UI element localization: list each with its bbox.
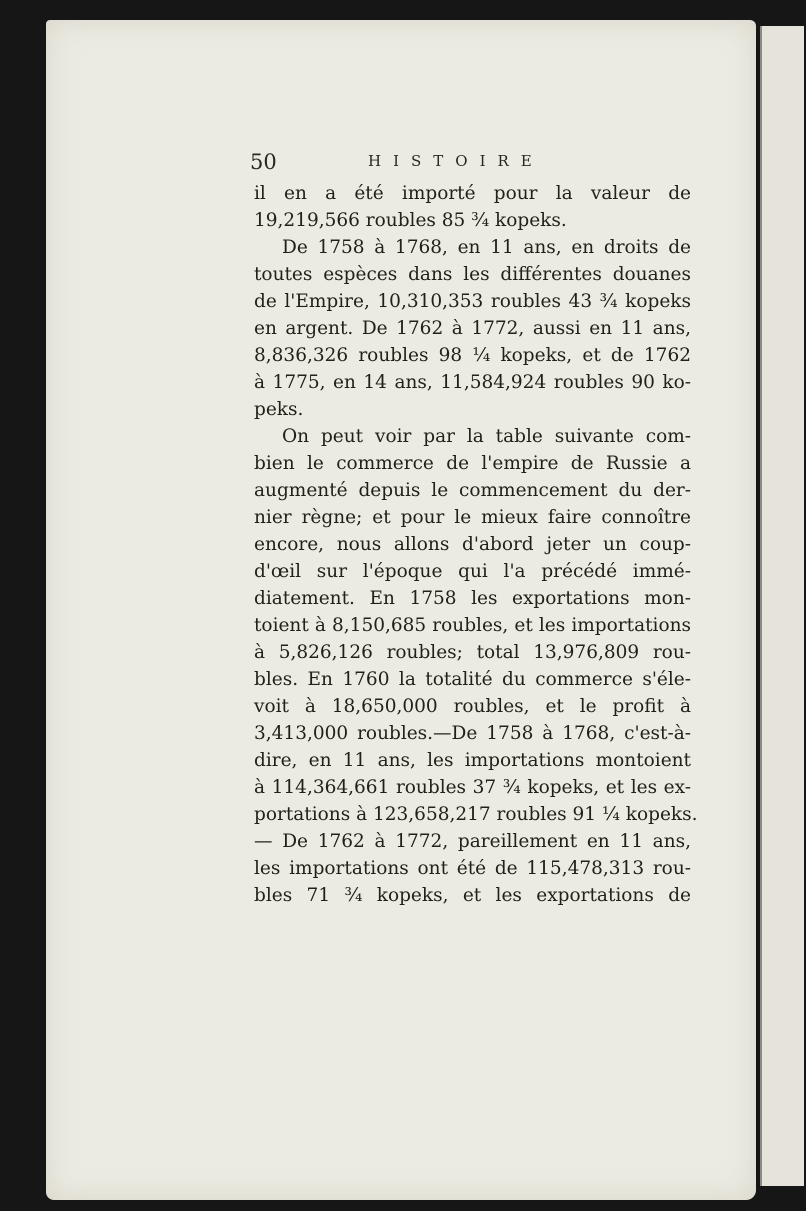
text-line: On peut voir par la table suivante com- [282, 426, 691, 447]
text-line: augmenté depuis le commencement du der- [254, 480, 691, 501]
text-line: à 5,826,126 roubles; total 13,976,809 rou- [254, 642, 691, 663]
text-line: encore, nous allons d'abord jeter un coup- [254, 534, 691, 555]
text-line: il en a été importé pour la valeur de [254, 183, 691, 204]
text-line: 3,413,000 roubles.—De 1758 à 1768, c'est-à- [254, 723, 691, 744]
text-line: voit à 18,650,000 roubles, et le profit à [254, 696, 691, 717]
next-page-edge [760, 26, 804, 1186]
text-line: toient à 8,150,685 roubles, et les importations [254, 615, 691, 636]
text-line: à 114,364,661 roubles 37 ¾ kopeks, et les ex- [254, 777, 691, 798]
text-line: — De 1762 à 1772, pareillement en 11 ans, [254, 831, 691, 852]
text-line: diatement. En 1758 les exportations mon- [254, 588, 691, 609]
body-text [254, 180, 698, 909]
text-line: bles. En 1760 la totalité du commerce s'éle- [254, 669, 691, 690]
text-line: nier règne; et pour le mieux faire connoître [254, 507, 691, 528]
text-line: en argent. De 1762 à 1772, aussi en 11 ans, [254, 318, 691, 339]
text-line: toutes espèces dans les différentes douanes [254, 264, 691, 285]
text-line: 19,219,566 roubles 85 ¾ kopeks. [254, 210, 567, 231]
text-line: 8,836,326 roubles 98 ¼ kopeks, et de 1762 [254, 345, 691, 366]
text-line: bien le commerce de l'empire de Russie a [254, 453, 691, 474]
running-title: HISTOIRE [368, 152, 544, 170]
page-header [250, 150, 690, 176]
text-line: portations à 123,658,217 roubles 91 ¼ kopeks. [254, 804, 698, 825]
text-line: bles 71 ¾ kopeks, et les exportations de [254, 885, 691, 906]
text-line: de l'Empire, 10,310,353 roubles 43 ¾ kopeks [254, 291, 691, 312]
text-line: dire, en 11 ans, les importations montoient [254, 750, 691, 771]
page-number: 50 [250, 150, 277, 174]
text-line: d'œil sur l'époque qui l'a précédé immé- [254, 561, 691, 582]
text-line: peks. [254, 399, 304, 420]
text-line: à 1775, en 14 ans, 11,584,924 roubles 90 ko- [254, 372, 691, 393]
text-line: les importations ont été de 115,478,313 rou- [254, 858, 691, 879]
text-line: De 1758 à 1768, en 11 ans, en droits de [282, 237, 691, 258]
